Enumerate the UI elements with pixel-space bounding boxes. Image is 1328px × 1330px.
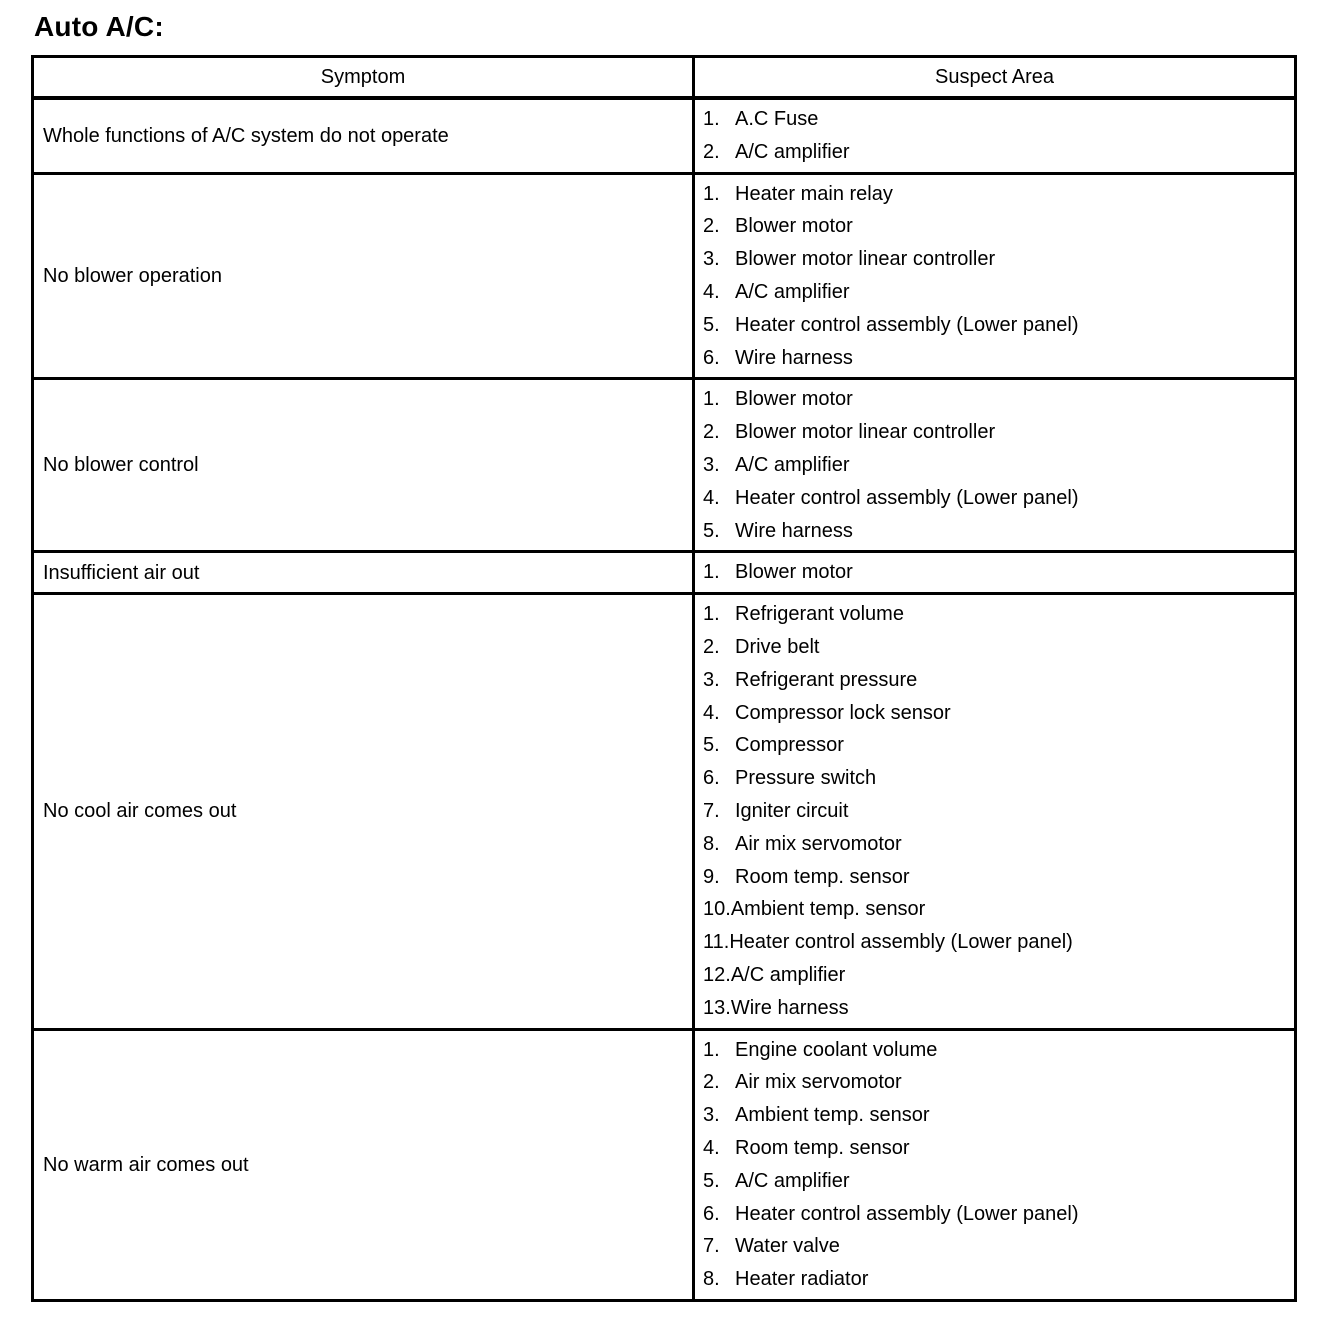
suspect-area-item [703,959,1294,992]
suspect-area-item [703,136,1294,169]
item-number: 7. [703,1235,720,1258]
suspect-area-item [703,1034,1294,1067]
suspect-area-item [703,828,1294,861]
suspect-area-item [703,416,1294,449]
item-number: 10. [703,898,731,921]
item-number: 6. [703,1202,720,1225]
table-row [33,379,1296,552]
column-header-suspect-area: Suspect Area [694,57,1296,99]
item-text: Wire harness [730,996,849,1019]
item-text: Ambient temp. sensor [735,1104,930,1127]
suspect-area-cell [694,594,1296,1029]
item-text: A/C amplifier [735,1169,850,1192]
suspect-area-item [703,515,1294,548]
item-text: Room temp. sensor [735,865,910,888]
item-number: 12. [703,963,731,986]
item-text: Blower motor [735,215,853,238]
suspect-area-item [703,210,1294,243]
symptom-cell: No blower operation [33,173,694,379]
item-text: Wire harness [735,346,853,369]
suspect-area-item [703,861,1294,894]
symptom-cell: Insufficient air out [33,552,694,594]
suspect-area-item [703,697,1294,730]
item-number: 5. [703,313,720,336]
symptom-cell: Whole functions of A/C system do not operate [33,98,694,173]
suspect-area-item [703,1099,1294,1132]
item-number: 6. [703,767,720,790]
item-number: 7. [703,799,720,822]
suspect-area-item [703,342,1294,375]
item-text: A/C amplifier [735,453,850,476]
item-number: 3. [703,668,720,691]
item-text: A.C Fuse [735,108,819,130]
item-number: 1. [703,1038,720,1061]
item-number: 13. [703,996,731,1019]
suspect-area-item [703,762,1294,795]
column-header-symptom: Symptom [33,57,694,99]
item-text: Drive belt [735,635,820,658]
suspect-area-item [703,631,1294,664]
item-number: 2. [703,635,720,658]
suspect-area-item [703,1132,1294,1165]
item-text: Igniter circuit [735,799,849,822]
item-number: 4. [703,486,720,509]
item-text: Pressure switch [735,767,877,790]
table-header-row [33,57,1296,99]
suspect-area-cell [694,379,1296,552]
troubleshooting-table [31,55,1297,1302]
item-text: Heater main relay [735,182,893,205]
item-text: Room temp. sensor [735,1136,910,1159]
symptom-cell: No blower control [33,379,694,552]
item-number: 4. [703,280,720,303]
suspect-area-item [703,1165,1294,1198]
suspect-area-item [703,992,1294,1025]
item-text: A/C amplifier [730,963,846,986]
table-row [33,98,1296,173]
item-text: Heater control assembly (Lower panel) [735,313,1079,336]
item-text: Heater radiator [735,1268,869,1291]
suspect-area-item [703,926,1294,959]
table-row [33,552,1296,594]
item-number: 5. [703,734,720,757]
suspect-area-item [703,276,1294,309]
item-number: 1. [703,388,720,411]
item-number: 3. [703,248,720,271]
suspect-area-item [703,795,1294,828]
suspect-area-item [703,178,1294,211]
item-text: Blower motor linear controller [735,248,996,271]
suspect-area-cell [694,98,1296,173]
suspect-area-item [703,1198,1294,1231]
item-number: 8. [703,1268,720,1291]
suspect-area-item [703,556,1294,589]
item-number: 4. [703,1136,720,1159]
item-number: 2. [703,215,720,238]
item-text: Compressor [735,734,844,757]
item-text: Water valve [735,1235,840,1258]
suspect-area-cell [694,552,1296,594]
suspect-area-item [703,664,1294,697]
item-text: Refrigerant pressure [735,668,918,691]
item-text: A/C amplifier [735,280,850,303]
item-number: 1. [703,108,720,130]
suspect-area-item [703,482,1294,515]
item-number: 5. [703,1169,720,1192]
item-text: Heater control assembly (Lower panel) [729,931,1073,954]
table-row [33,173,1296,379]
suspect-area-item [703,243,1294,276]
item-number: 3. [703,453,720,476]
item-text: Air mix servomotor [735,1071,902,1094]
item-number: 6. [703,346,720,369]
page-title: Auto A/C: [34,11,164,42]
item-number: 3. [703,1104,720,1127]
item-text: Air mix servomotor [735,832,902,855]
suspect-area-item [703,383,1294,416]
item-number: 1. [703,603,720,626]
table-body [33,98,1296,1300]
table-row [33,594,1296,1029]
item-text: Blower motor linear controller [735,421,996,444]
item-number: 8. [703,832,720,855]
suspect-area-item [703,729,1294,762]
item-number: 2. [703,1071,720,1094]
suspect-area-cell [694,173,1296,379]
item-number: 11. [703,931,730,954]
item-number: 9. [703,865,720,888]
item-number: 5. [703,519,720,542]
item-number: 2. [703,140,720,163]
item-text: Compressor lock sensor [735,701,951,724]
symptom-cell: No warm air comes out [33,1029,694,1300]
item-number: 1. [703,182,720,205]
item-text: Ambient temp. sensor [730,898,926,921]
suspect-area-item [703,1230,1294,1263]
suspect-area-item [703,598,1294,631]
item-text: A/C amplifier [735,140,850,163]
suspect-area-item [703,893,1294,926]
item-number: 4. [703,701,720,724]
item-number: 2. [703,421,720,444]
item-text: Heater control assembly (Lower panel) [735,1202,1079,1225]
suspect-area-item [703,449,1294,482]
suspect-area-item [703,1263,1294,1296]
item-text: Refrigerant volume [735,603,904,626]
suspect-area-item [703,309,1294,342]
item-text: Heater control assembly (Lower panel) [735,486,1079,509]
table-row [33,1029,1296,1300]
item-text: Engine coolant volume [735,1038,938,1061]
item-text: Wire harness [735,519,853,542]
item-text: Blower motor [735,388,853,411]
suspect-area-item [703,1066,1294,1099]
item-text: Blower motor [735,561,853,584]
item-number: 1. [703,561,720,584]
symptom-cell: No cool air comes out [33,594,694,1029]
suspect-area-cell [694,1029,1296,1300]
suspect-area-item [703,103,1294,136]
